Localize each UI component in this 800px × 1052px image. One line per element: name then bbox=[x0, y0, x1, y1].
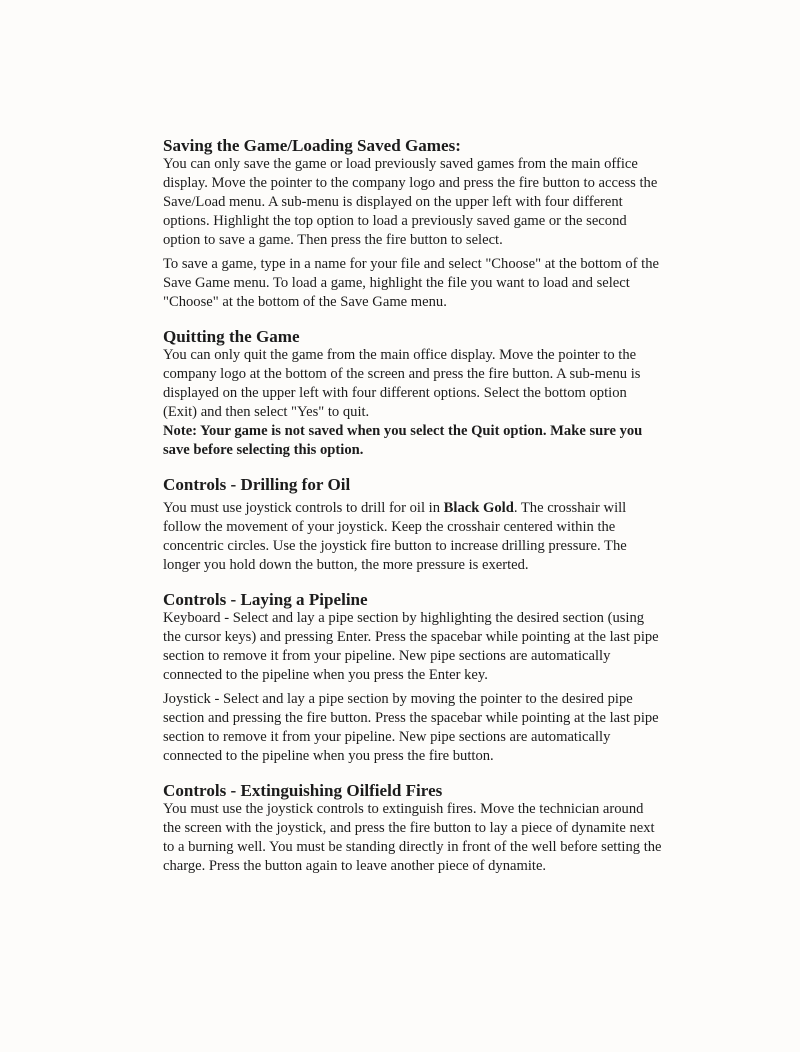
save-load-instructions-paragraph: To save a game, type in a name for your file and select "Choose" at the bottom of the Save Game menu. To load a game, highlight the file you want to load and select "Choose" at the bottom of the Save Game menu. bbox=[163, 256, 659, 310]
quit-warning-note: Note: Your game is not saved when you select the Quit option. Make sure you save before selecting this option. bbox=[163, 423, 643, 458]
quitting-paragraph: You can only quit the game from the main office display. Move the pointer to the company logo at the bottom of the screen and press the fire button. A sub-menu is displayed on the upper left with four different options. Select the bottom option (Exit) and then select "Yes" to quit. bbox=[163, 347, 641, 420]
manual-text-column bbox=[163, 136, 663, 876]
pipeline-joystick-paragraph: Joystick - Select and lay a pipe section by moving the pointer to the desired pipe section and pressing the fire button. Press the spacebar while pointing at the last pipe section to remove it from your pipeline. New pipe sections are automatically connected to the pipeline when you press the fire button. bbox=[163, 691, 659, 764]
drilling-text-end: . The crosshair will follow the movement of your joystick. Keep the crosshair centered within the concentric circles. Use the joystick fire button to increase drilling pressure. The longer you hold down the button, the more pressure is exerted. bbox=[163, 500, 627, 573]
fires-paragraph: You must use the joystick controls to extinguish fires. Move the technician around the screen with the joystick, and press the fire button to lay a piece of dynamite next to a burning well. You must be standing directly in front of the well before setting the charge. Press the button again to leave another piece of dynamite. bbox=[163, 801, 662, 874]
section-heading-quitting: Quitting the Game bbox=[163, 327, 300, 346]
game-title-bold: Black Gold bbox=[443, 500, 514, 516]
section-heading-fires: Controls - Extinguishing Oilfield Fires bbox=[163, 781, 443, 800]
section-heading-saving-loading: Saving the Game/Loading Saved Games: bbox=[163, 136, 461, 155]
pipeline-keyboard-paragraph: Keyboard - Select and lay a pipe section by highlighting the desired section (using the cursor keys) and pressing Enter. Press the spacebar while pointing at the last pipe section to remove it from your pipeline. New pipe sections are automatically connected to the pipeline when you press the Enter key. bbox=[163, 610, 659, 683]
drilling-text-start: You must use joystick controls to drill for oil in bbox=[163, 500, 444, 516]
section-heading-pipeline: Controls - Laying a Pipeline bbox=[163, 590, 368, 609]
drilling-paragraph bbox=[163, 499, 663, 575]
section-heading-drilling: Controls - Drilling for Oil bbox=[163, 475, 351, 494]
saving-paragraph: You can only save the game or load previously saved games from the main office display. Move the pointer to the company logo and press the fire button to access the Save/Load menu. A sub-menu is displayed on the upper left with four different options. Highlight the top option to load a previously saved game or the second option to save a game. Then press the fire button to select. bbox=[163, 156, 658, 248]
